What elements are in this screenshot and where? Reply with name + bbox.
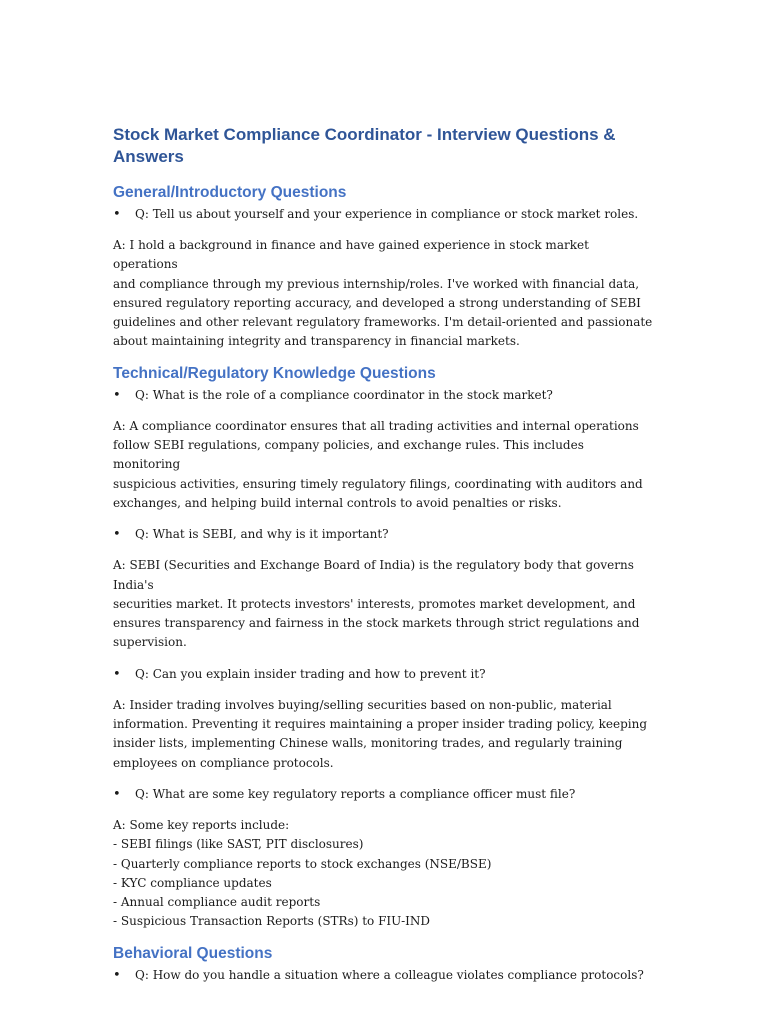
question-text: Q: How do you handle a situation where a colleague violates compliance protocols?	[135, 967, 644, 982]
sections-container	[113, 183, 653, 985]
answer-line: ensures transparency and fairness in the stock markets through strict regulations and	[113, 616, 640, 631]
answer-line: A: I hold a background in finance and have gained experience in stock market operations	[113, 238, 589, 272]
question-item	[113, 785, 653, 804]
answer-line: supervision.	[113, 635, 187, 650]
question-text: Q: What is SEBI, and why is it important?	[135, 527, 389, 542]
answer-block	[113, 556, 653, 652]
answer-line: - Annual compliance audit reports	[113, 895, 321, 910]
question-text: Q: What is the role of a compliance coordinator in the stock market?	[135, 387, 553, 402]
question-item	[113, 525, 653, 544]
section-heading: General/Introductory Questions	[113, 184, 347, 201]
answer-line: ensured regulatory reporting accuracy, and developed a strong understanding of SEBI	[113, 295, 641, 310]
answer-line: - Quarterly compliance reports to stock exchanges (NSE/BSE)	[113, 856, 492, 871]
answer-block	[113, 417, 653, 513]
question-text: Q: Can you explain insider trading and how to prevent it?	[135, 666, 486, 681]
question-item	[113, 966, 653, 985]
answer-line: information. Preventing it requires maintaining a proper insider trading policy, keeping	[113, 717, 648, 732]
answer-line: employees on compliance protocols.	[113, 755, 334, 770]
answer-line: insider lists, implementing Chinese walls, monitoring trades, and regularly training	[113, 736, 623, 751]
answer-line: and compliance through my previous internship/roles. I've worked with financial data,	[113, 276, 640, 291]
answer-line: - Suspicious Transaction Reports (STRs) to FIU-IND	[113, 914, 430, 929]
question-item	[113, 386, 653, 405]
answer-line: A: Insider trading involves buying/selling securities based on non-public, material	[113, 697, 612, 712]
bullet-icon: •	[113, 387, 121, 403]
bullet-icon: •	[113, 786, 121, 802]
bullet-icon: •	[113, 527, 121, 543]
answer-line: securities market. It protects investors' interests, promotes market development, and	[113, 596, 636, 611]
answer-line: - SEBI filings (like SAST, PIT disclosures)	[113, 837, 364, 852]
answer-line: - KYC compliance updates	[113, 875, 272, 890]
bullet-icon: •	[113, 666, 121, 682]
section-heading: Technical/Regulatory Knowledge Questions	[113, 364, 436, 382]
answer-block	[113, 696, 653, 773]
question-item	[113, 205, 653, 224]
answer-line: exchanges, and helping build internal controls to avoid penalties or risks.	[113, 495, 562, 510]
document-title: Stock Market Compliance Coordinator - Interview Questions & Answers	[113, 125, 616, 166]
answer-line: suspicious activities, ensuring timely regulatory filings, coordinating with auditors and	[113, 476, 643, 491]
question-item	[113, 665, 653, 684]
answer-line: about maintaining integrity and transparency in financial markets.	[113, 334, 520, 349]
answer-block	[113, 236, 653, 352]
answer-line: guidelines and other relevant regulatory frameworks. I'm detail-oriented and passionate	[113, 315, 653, 330]
bullet-icon: •	[113, 207, 121, 222]
document-page	[113, 124, 653, 997]
answer-line: follow SEBI regulations, company policies, and exchange rules. This includes monitoring	[113, 438, 584, 472]
answer-block	[113, 816, 653, 932]
answer-line: A: Some key reports include:	[113, 817, 290, 832]
answer-line: A: A compliance coordinator ensures that all trading activities and internal operations	[113, 418, 639, 433]
question-text: Q: Tell us about yourself and your experience in compliance or stock market roles.	[135, 207, 639, 221]
answer-line: A: SEBI (Securities and Exchange Board of India) is the regulatory body that governs India's	[113, 558, 634, 592]
section-heading: Behavioral Questions	[113, 944, 273, 962]
bullet-icon: •	[113, 967, 121, 983]
question-text: Q: What are some key regulatory reports a compliance officer must file?	[135, 786, 576, 801]
